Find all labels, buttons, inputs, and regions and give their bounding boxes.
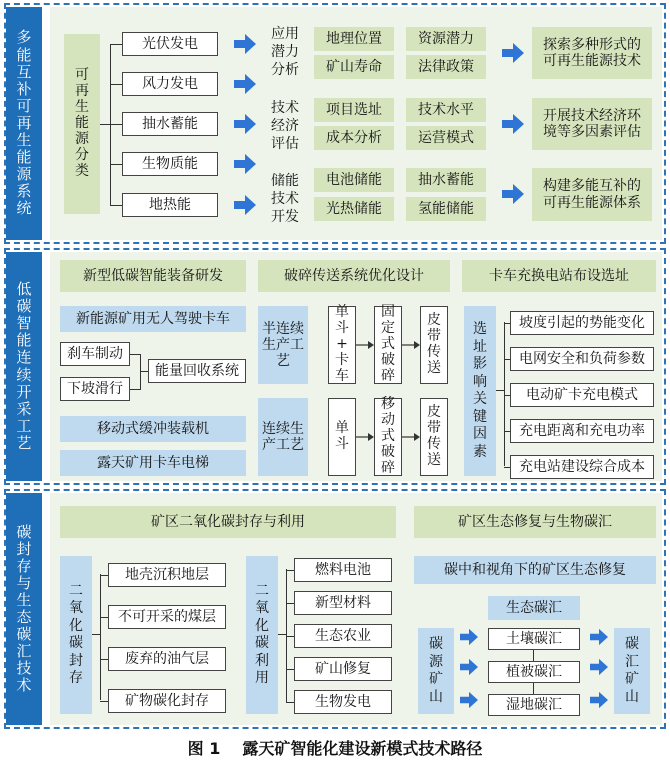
use-item-box-label: 生态农业 [315, 627, 371, 644]
group-title-line: 技术 [271, 190, 299, 207]
co2-use-box [246, 556, 278, 714]
arrow-right-icon [234, 73, 256, 95]
sink-item-box-label: 土壤碳汇 [506, 630, 562, 647]
energy-type-label: 抽水蓄能 [142, 115, 198, 132]
co2-storage-label: 二 氧 化 碳 封 存 [69, 582, 83, 686]
storage-item-box [108, 605, 226, 629]
energy-type-label: 光伏发电 [142, 35, 198, 52]
connector [286, 570, 294, 571]
connector [110, 44, 111, 206]
energy-type-label: 地热能 [149, 196, 191, 213]
connector [92, 634, 100, 635]
result-label: 构建多能互补的可再生能源体系 [543, 178, 641, 211]
group-title-line: 应用 [271, 25, 299, 42]
site-factor-box-label: 坡度引起的势能变化 [519, 314, 645, 331]
factor-label: 光热储能 [326, 200, 382, 217]
continuous-label: 连续生产工艺 [262, 420, 304, 453]
use-item-box [294, 591, 392, 615]
arrow-right-icon [590, 628, 608, 646]
carbon-sink-mine-box [614, 628, 650, 714]
factor-label: 矿山寿命 [326, 58, 382, 75]
result-label: 探索多种形式的可再生能源技术 [543, 36, 641, 69]
process-step-label: 固 定 式 破 碎 [381, 304, 395, 384]
band-label-text: 多 能 互 补 可 再 生 能 源 系 统 [16, 28, 32, 218]
downhill-label: 下坡滑行 [67, 380, 123, 397]
connector [286, 669, 294, 670]
factor-box [406, 126, 486, 150]
group-title [266, 163, 304, 235]
loader-box [60, 416, 246, 442]
storage-item-box [108, 647, 226, 671]
site-factors-label: 选 址 影 响 关 键 因 素 [473, 321, 487, 460]
sink-item-box [488, 628, 580, 650]
band-label-mining [6, 252, 42, 481]
energy-recovery-label: 能量回收系统 [155, 362, 239, 379]
factor-label: 法律政策 [418, 58, 474, 75]
eco-sink-label: 生态碳汇 [506, 599, 562, 616]
use-item-box [294, 690, 392, 714]
energy-type-label: 风力发电 [142, 75, 198, 92]
factor-box [314, 98, 394, 122]
factor-box [314, 168, 394, 192]
semi-continuous-label: 半连续生产工艺 [262, 320, 304, 370]
factor-box [314, 197, 394, 221]
equipment-title-label: 新型低碳智能装备研发 [83, 267, 223, 284]
group-title [266, 90, 304, 162]
connector [140, 371, 148, 372]
connector [110, 164, 122, 165]
factor-box [406, 98, 486, 122]
process-step-box [420, 306, 448, 384]
use-item-box [294, 657, 392, 681]
arrow-right-icon [502, 183, 524, 205]
group-title [266, 16, 304, 88]
renewable-category-box [64, 34, 100, 214]
neutral-box [414, 556, 656, 584]
sink-item-box [488, 694, 580, 716]
use-item-box-label: 燃料电池 [315, 561, 371, 578]
band-label-renewable [6, 7, 42, 240]
storage-item-box [108, 689, 226, 713]
site-factor-box [510, 311, 654, 335]
connector [286, 636, 294, 637]
arrow-right-icon [502, 113, 524, 135]
arrow-right-icon [402, 431, 420, 443]
use-item-box [294, 624, 392, 648]
connector [130, 389, 140, 390]
carbon-source-mine-label: 碳 源 矿 山 [429, 636, 443, 705]
group-title-line: 技术 [271, 99, 299, 116]
use-item-box-label: 生物发电 [315, 693, 371, 710]
downhill-box [60, 377, 130, 401]
factor-label: 成本分析 [326, 129, 382, 146]
factor-box [314, 27, 394, 51]
site-factor-box-label: 充电距离和充电功率 [519, 422, 645, 439]
truck-label: 新能源矿用无人驾驶卡车 [76, 310, 230, 327]
eco-title [414, 506, 656, 538]
connector [278, 634, 286, 635]
factor-label: 资源潜力 [418, 30, 474, 47]
band-label-text: 低 碳 智 能 连 续 开 采 工 艺 [16, 280, 32, 452]
factor-label: 项目选址 [326, 101, 382, 118]
carbon-source-mine-box [418, 628, 454, 714]
group-title-line: 经济 [271, 117, 299, 134]
use-item-box-label: 矿山修复 [315, 660, 371, 677]
use-item-box-label: 新型材料 [315, 594, 371, 611]
process-step-label: 单 斗 [335, 420, 349, 452]
eco-title-label: 矿区生态修复与生物碳汇 [458, 513, 612, 530]
truck-box [60, 306, 246, 332]
site-factor-box-label: 电网安全和负荷参数 [519, 350, 645, 367]
connector [496, 390, 504, 391]
group-title-line: 分析 [271, 62, 299, 79]
connector [110, 124, 122, 125]
connector [130, 354, 140, 355]
connector [110, 205, 122, 206]
energy-type-box [122, 112, 218, 136]
site-factor-box [510, 419, 654, 443]
connector [100, 574, 101, 700]
site-factor-box [510, 383, 654, 407]
crushing-title-label: 破碎传送系统优化设计 [284, 267, 424, 284]
energy-recovery-box [148, 359, 246, 383]
storage-item-box-label: 废弃的油气层 [125, 650, 209, 667]
connector [110, 44, 122, 45]
connector [504, 322, 505, 466]
band-label-carbon [6, 493, 42, 725]
eco-sink-box [488, 596, 580, 620]
loader-label: 移动式缓冲装载机 [97, 420, 209, 437]
arrow-right-icon [402, 339, 420, 351]
connector [110, 84, 122, 85]
factor-label: 电池储能 [326, 171, 382, 188]
connector [100, 575, 108, 576]
group-title-line: 潜力 [271, 43, 299, 60]
arrow-right-icon [356, 339, 374, 351]
group-title-line: 储能 [271, 172, 299, 189]
equipment-title [60, 260, 246, 292]
charging-title-label: 卡车充换电站布设选址 [489, 267, 629, 284]
arrow-right-icon [502, 42, 524, 64]
site-factor-box-label: 充电站建设综合成本 [519, 458, 645, 475]
process-step-box [328, 398, 356, 476]
storage-item-box-label: 地壳沉积地层 [125, 566, 209, 583]
factor-box [314, 126, 394, 150]
arrow-right-icon [590, 691, 608, 709]
elevator-box [60, 450, 246, 476]
energy-type-box [122, 32, 218, 56]
storage-title-label: 矿区二氧化碳封存与利用 [151, 513, 305, 530]
continuous-box [258, 398, 308, 476]
semi-continuous-box [258, 306, 308, 384]
use-item-box [294, 558, 392, 582]
process-step-box [374, 306, 402, 384]
crushing-title [258, 260, 450, 292]
elevator-label: 露天矿用卡车电梯 [97, 454, 209, 471]
factor-label: 运营模式 [418, 129, 474, 146]
process-step-box [328, 306, 356, 384]
process-step-box [374, 398, 402, 476]
result-box [532, 27, 652, 79]
connector [286, 702, 294, 703]
connector [286, 603, 294, 604]
neutral-label: 碳中和视角下的矿区生态修复 [444, 561, 626, 578]
storage-item-box-label: 矿物碳化封存 [125, 692, 209, 709]
energy-type-box [122, 152, 218, 176]
band-label-text: 碳 封 存 与 生 态 碳 汇 技 术 [16, 522, 32, 695]
connector [100, 659, 108, 660]
connector [100, 701, 108, 702]
arrow-right-icon [356, 431, 374, 443]
storage-title [60, 506, 396, 538]
site-factor-box [510, 347, 654, 371]
group-title-line: 开发 [271, 209, 299, 226]
figure-caption [0, 736, 670, 759]
process-step-box [420, 398, 448, 476]
brake-box [60, 342, 130, 366]
co2-use-label: 二 氧 化 碳 利 用 [255, 582, 269, 686]
process-step-label: 移 动 式 破 碎 [381, 396, 395, 476]
process-step-label: 皮 带 传 送 [427, 312, 441, 376]
factor-box [406, 168, 486, 192]
renewable-category-label: 可 再 生 能 源 分 类 [75, 67, 89, 179]
arrow-right-icon [460, 628, 478, 646]
site-factor-box-label: 电动矿卡充电模式 [526, 386, 638, 403]
site-factors-box [464, 306, 496, 476]
factor-label: 抽水蓄能 [418, 171, 474, 188]
storage-item-box-label: 不可开采的煤层 [118, 608, 216, 625]
group-title-line: 评估 [271, 136, 299, 153]
factor-box [406, 27, 486, 51]
result-box [532, 168, 652, 221]
figure-number: 图 1 [187, 739, 221, 758]
brake-label: 刹车制动 [67, 345, 123, 362]
arrow-right-icon [234, 194, 256, 216]
site-factor-box [510, 455, 654, 479]
energy-type-box [122, 72, 218, 96]
connector [140, 354, 141, 390]
sink-item-box-label: 湿地碳汇 [506, 696, 562, 713]
arrow-right-icon [590, 658, 608, 676]
sink-item-box-label: 植被碳汇 [506, 663, 562, 680]
factor-label: 氢能储能 [418, 200, 474, 217]
arrow-right-icon [460, 691, 478, 709]
factor-box [406, 197, 486, 221]
process-step-label: 皮 带 传 送 [427, 404, 441, 468]
result-label: 开展技术经济环境等多因素评估 [543, 107, 641, 140]
arrow-right-icon [234, 33, 256, 55]
figure-title: 露天矿智能化建设新模式技术路径 [242, 739, 483, 758]
carbon-sink-mine-label: 碳 汇 矿 山 [625, 636, 639, 705]
factor-label: 地理位置 [326, 30, 382, 47]
connector [100, 124, 110, 125]
factor-label: 技术水平 [418, 101, 474, 118]
result-box [532, 98, 652, 150]
energy-type-box [122, 193, 218, 217]
storage-item-box [108, 563, 226, 587]
factor-box [314, 55, 394, 79]
arrow-right-icon [234, 113, 256, 135]
process-step-label: 单 斗 + 卡 车 [335, 304, 349, 384]
arrow-right-icon [234, 153, 256, 175]
co2-storage-box [60, 556, 92, 714]
energy-type-label: 生物质能 [142, 155, 198, 172]
sink-item-box [488, 661, 580, 683]
connector [100, 617, 108, 618]
factor-box [406, 55, 486, 79]
arrow-right-icon [460, 658, 478, 676]
charging-title [462, 260, 656, 292]
